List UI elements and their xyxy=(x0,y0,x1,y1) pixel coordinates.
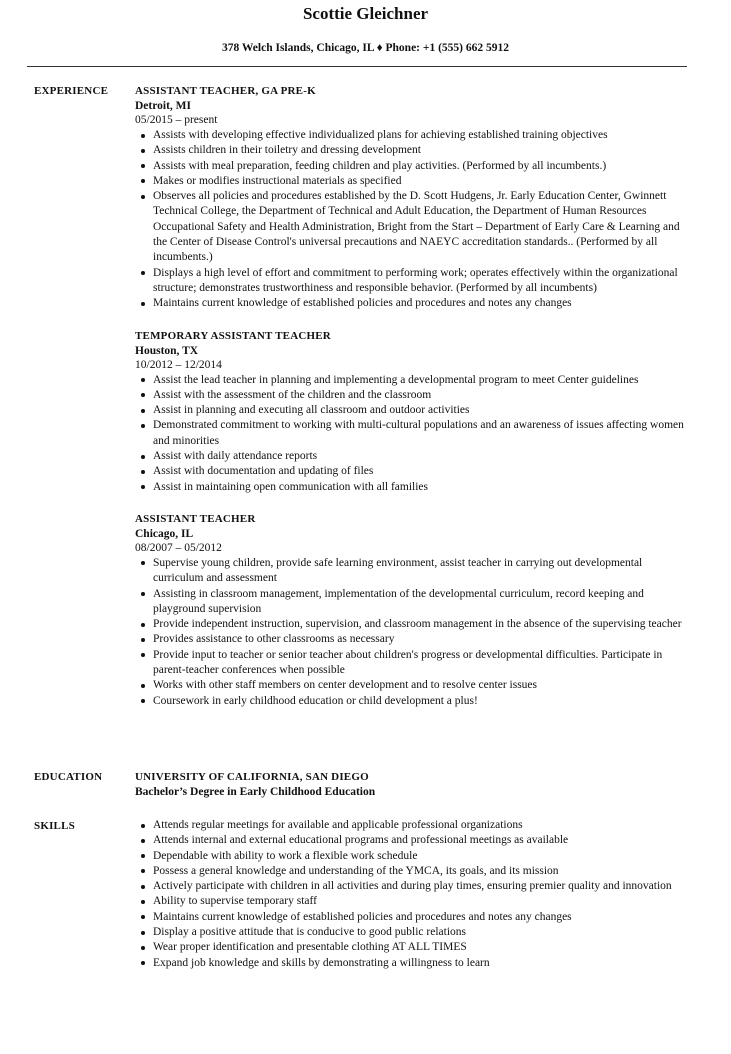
job-dates: 08/2007 – 05/2012 xyxy=(135,541,222,554)
header-divider xyxy=(27,66,687,67)
duty-item: Makes or modifies instructional materials as specified xyxy=(135,174,695,189)
education-body xyxy=(135,770,695,800)
duty-item: Observes all policies and procedures established by the D. Scott Hudgens, Jr. Early Education Center, Gwinnett Technical College, the Department of Technical and Adult Education, the Department of Human Resources Occupational Safety and Health Administration, Bright from the Start – Department of Early Care & Learning and the Center of Disease Control's universal precautions and NAEYC accreditation standards.. (Performed by all incumbents.) xyxy=(135,189,695,265)
duty-item: Supervise young children, provide safe learning environment, assist teacher in carrying out developmental curriculum and assessment xyxy=(135,556,695,587)
degree-name: Bachelor’s Degree in Early Childhood Education xyxy=(135,786,376,798)
job-title: TEMPORARY ASSISTANT TEACHER xyxy=(135,329,331,342)
skill-item: Wear proper identification and presentable clothing AT ALL TIMES xyxy=(135,940,695,955)
duty-item: Assist with documentation and updating of files xyxy=(135,464,695,479)
skill-item: Ability to supervise temporary staff xyxy=(135,894,695,909)
skills-heading: SKILLS xyxy=(34,820,75,832)
experience-body xyxy=(135,84,695,726)
job-dates: 10/2012 – 12/2014 xyxy=(135,358,222,371)
job-duties xyxy=(135,128,695,312)
duty-item: Demonstrated commitment to working with multi-cultural populations and an awareness of issues affecting women and minorities xyxy=(135,418,695,449)
candidate-name: Scottie Gleichner xyxy=(302,4,429,23)
job-title: ASSISTANT TEACHER xyxy=(135,512,256,525)
job-entry xyxy=(135,84,695,312)
duty-item: Provide input to teacher or senior teacher about children's progress or developmental difficulties. Participate in parent-teacher conferences when possible xyxy=(135,648,695,679)
skills-list xyxy=(135,818,695,971)
duty-item: Maintains current knowledge of established policies and procedures and notes any changes xyxy=(135,296,695,311)
experience-heading: EXPERIENCE xyxy=(34,85,109,97)
duty-item: Assists with meal preparation, feeding children and play activities. (Performed by all incumbents.) xyxy=(135,159,695,174)
job-entry xyxy=(135,329,695,495)
duty-item: Assists children in their toiletry and dressing development xyxy=(135,143,695,158)
skill-item: Attends internal and external educational programs and professional meetings as available xyxy=(135,833,695,848)
duty-item: Assist with daily attendance reports xyxy=(135,449,695,464)
job-duties xyxy=(135,373,695,495)
duty-item: Assist the lead teacher in planning and implementing a developmental program to meet Center guidelines xyxy=(135,373,695,388)
skill-item: Expand job knowledge and skills by demonstrating a willingness to learn xyxy=(135,956,695,971)
skill-item: Dependable with ability to work a flexible work schedule xyxy=(135,849,695,864)
job-entry xyxy=(135,512,695,709)
skill-item: Possess a general knowledge and understanding of the YMCA, its goals, and its mission xyxy=(135,864,695,879)
resume-header xyxy=(0,0,731,56)
skill-item: Maintains current knowledge of established policies and procedures and notes any changes xyxy=(135,910,695,925)
skill-item: Attends regular meetings for available and applicable professional organizations xyxy=(135,818,695,833)
duty-item: Assisting in classroom management, implementation of the developmental curriculum, record keeping and playground supervision xyxy=(135,587,695,618)
job-location: Detroit, MI xyxy=(135,100,191,112)
duty-item: Provide independent instruction, supervision, and classroom management in the absence of the supervising teacher xyxy=(135,617,695,632)
skills-body xyxy=(135,817,695,971)
duty-item: Assist with the assessment of the children and the classroom xyxy=(135,388,695,403)
school-name: UNIVERSITY OF CALIFORNIA, SAN DIEGO xyxy=(135,771,369,783)
education-heading: EDUCATION xyxy=(34,771,103,783)
job-dates: 05/2015 – present xyxy=(135,114,218,126)
job-location: Chicago, IL xyxy=(135,527,194,540)
job-duties xyxy=(135,556,695,709)
skill-item: Actively participate with children in all activities and during play times, ensuring premier quality and innovation xyxy=(135,879,695,894)
duty-item: Provides assistance to other classrooms as necessary xyxy=(135,632,695,647)
contact-line: 378 Welch Islands, Chicago, IL ♦ Phone: +1 (555) 662 5912 xyxy=(222,42,509,54)
duty-item: Works with other staff members on center development and to resolve center issues xyxy=(135,678,695,693)
skill-item: Display a positive attitude that is conducive to good public relations xyxy=(135,925,695,940)
duty-item: Assists with developing effective individualized plans for achieving established training objectives xyxy=(135,128,695,143)
job-location: Houston, TX xyxy=(135,344,199,357)
job-title: ASSISTANT TEACHER, GA PRE-K xyxy=(135,85,316,97)
duty-item: Assist in planning and executing all classroom and outdoor activities xyxy=(135,403,695,418)
duty-item: Assist in maintaining open communication with all families xyxy=(135,480,695,495)
duty-item: Displays a high level of effort and commitment to performing work; operates effectively within the organizational structure; demonstrates trustworthiness and responsible behavior. (Performed by all incumbents) xyxy=(135,266,695,297)
duty-item: Coursework in early childhood education or child development a plus! xyxy=(135,694,695,709)
